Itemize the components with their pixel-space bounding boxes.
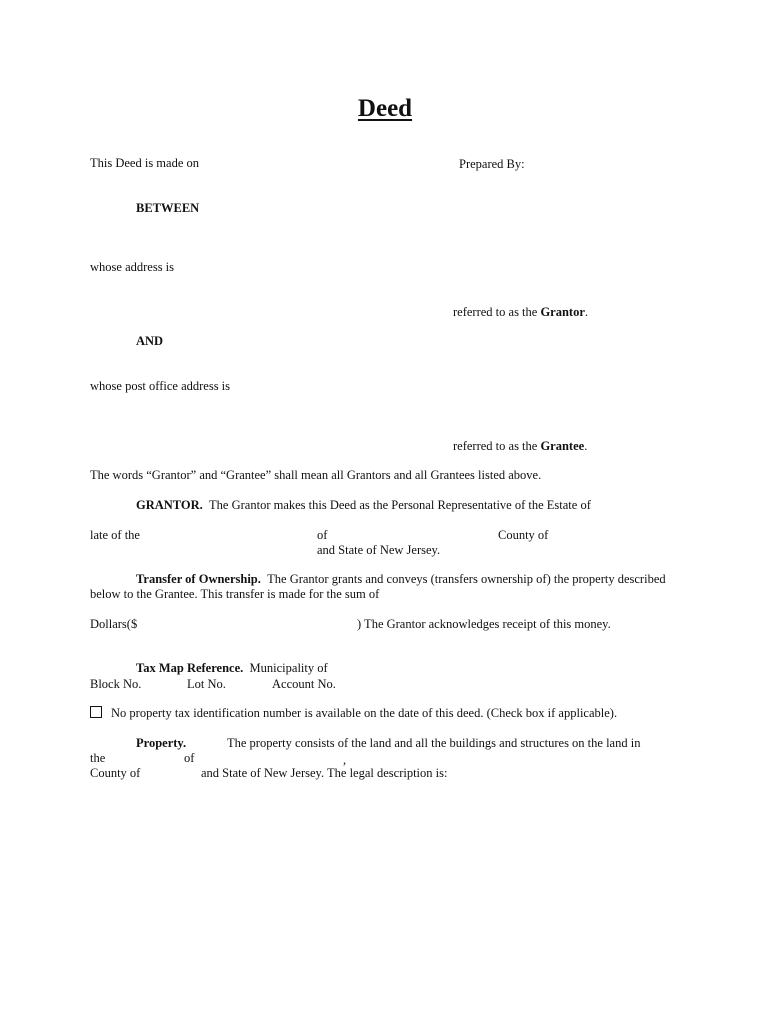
grantor-section-line — [136, 498, 591, 513]
transfer-text-2: below to the Grantee. This transfer is made for the sum of — [90, 587, 380, 601]
legal-description-label: and State of New Jersey. The legal description is: — [201, 766, 448, 780]
lot-no-label: Lot No. — [187, 677, 226, 691]
block-no-label: Block No. — [90, 677, 142, 691]
and-heading: AND — [136, 334, 164, 348]
transfer-text-1: The Grantor grants and conveys (transfers ownership of) the property described — [267, 572, 666, 586]
grantee-reference-prefix: referred to as the — [453, 439, 541, 453]
property-heading: Property. — [136, 736, 187, 750]
municipality-label: Municipality of — [249, 661, 328, 675]
property-county-of-label: County of — [90, 766, 141, 780]
grantor-reference-prefix: referred to as the — [453, 305, 541, 319]
grantor-reference-suffix: . — [584, 305, 589, 319]
property-text: The property consists of the land and all the buildings and structures on the land in — [227, 736, 641, 750]
between-heading: BETWEEN — [136, 201, 200, 215]
no-tax-id-checkbox[interactable] — [90, 706, 102, 718]
grantee-reference-suffix: . — [584, 439, 588, 453]
grantor-reference-line — [453, 305, 588, 320]
definitions-paragraph: The words “Grantor” and “Grantee” shall mean all Grantors and all Grantees listed above. — [90, 468, 542, 482]
of-label: of — [317, 528, 328, 542]
dollars-label: Dollars($ — [90, 617, 138, 631]
no-tax-id-label: No property tax identification number is available on the date of this deed. (Check box if applicable). — [111, 706, 618, 720]
account-no-label: Account No. — [272, 677, 336, 691]
property-of-label: of — [184, 751, 195, 765]
state-label: and State of New Jersey. — [317, 543, 441, 557]
transfer-heading: Transfer of Ownership. — [136, 572, 261, 586]
transfer-line-1 — [136, 572, 666, 587]
grantor-section-heading: GRANTOR. — [136, 498, 203, 512]
late-of-label: late of the — [90, 528, 140, 542]
document-title-text: Deed — [357, 95, 413, 122]
document-title — [0, 94, 770, 124]
receipt-acknowledgement: ) The Grantor acknowledges receipt of this money. — [357, 617, 611, 631]
grantee-address-label: whose post office address is — [90, 379, 231, 393]
grantee-term: Grantee — [540, 439, 585, 453]
property-comma: , — [343, 753, 347, 767]
county-of-label: County of — [498, 528, 549, 542]
grantee-reference-line — [453, 439, 587, 454]
grantor-term: Grantor — [540, 305, 585, 319]
property-the-label: the — [90, 751, 106, 765]
prepared-by-label: Prepared By: — [459, 157, 525, 171]
grantor-address-label: whose address is — [90, 260, 175, 274]
tax-map-heading: Tax Map Reference. — [136, 661, 244, 675]
tax-map-line — [136, 661, 328, 676]
deed-made-on-label: This Deed is made on — [90, 156, 200, 170]
grantor-section-text: The Grantor makes this Deed as the Personal Representative of the Estate of — [209, 498, 591, 512]
